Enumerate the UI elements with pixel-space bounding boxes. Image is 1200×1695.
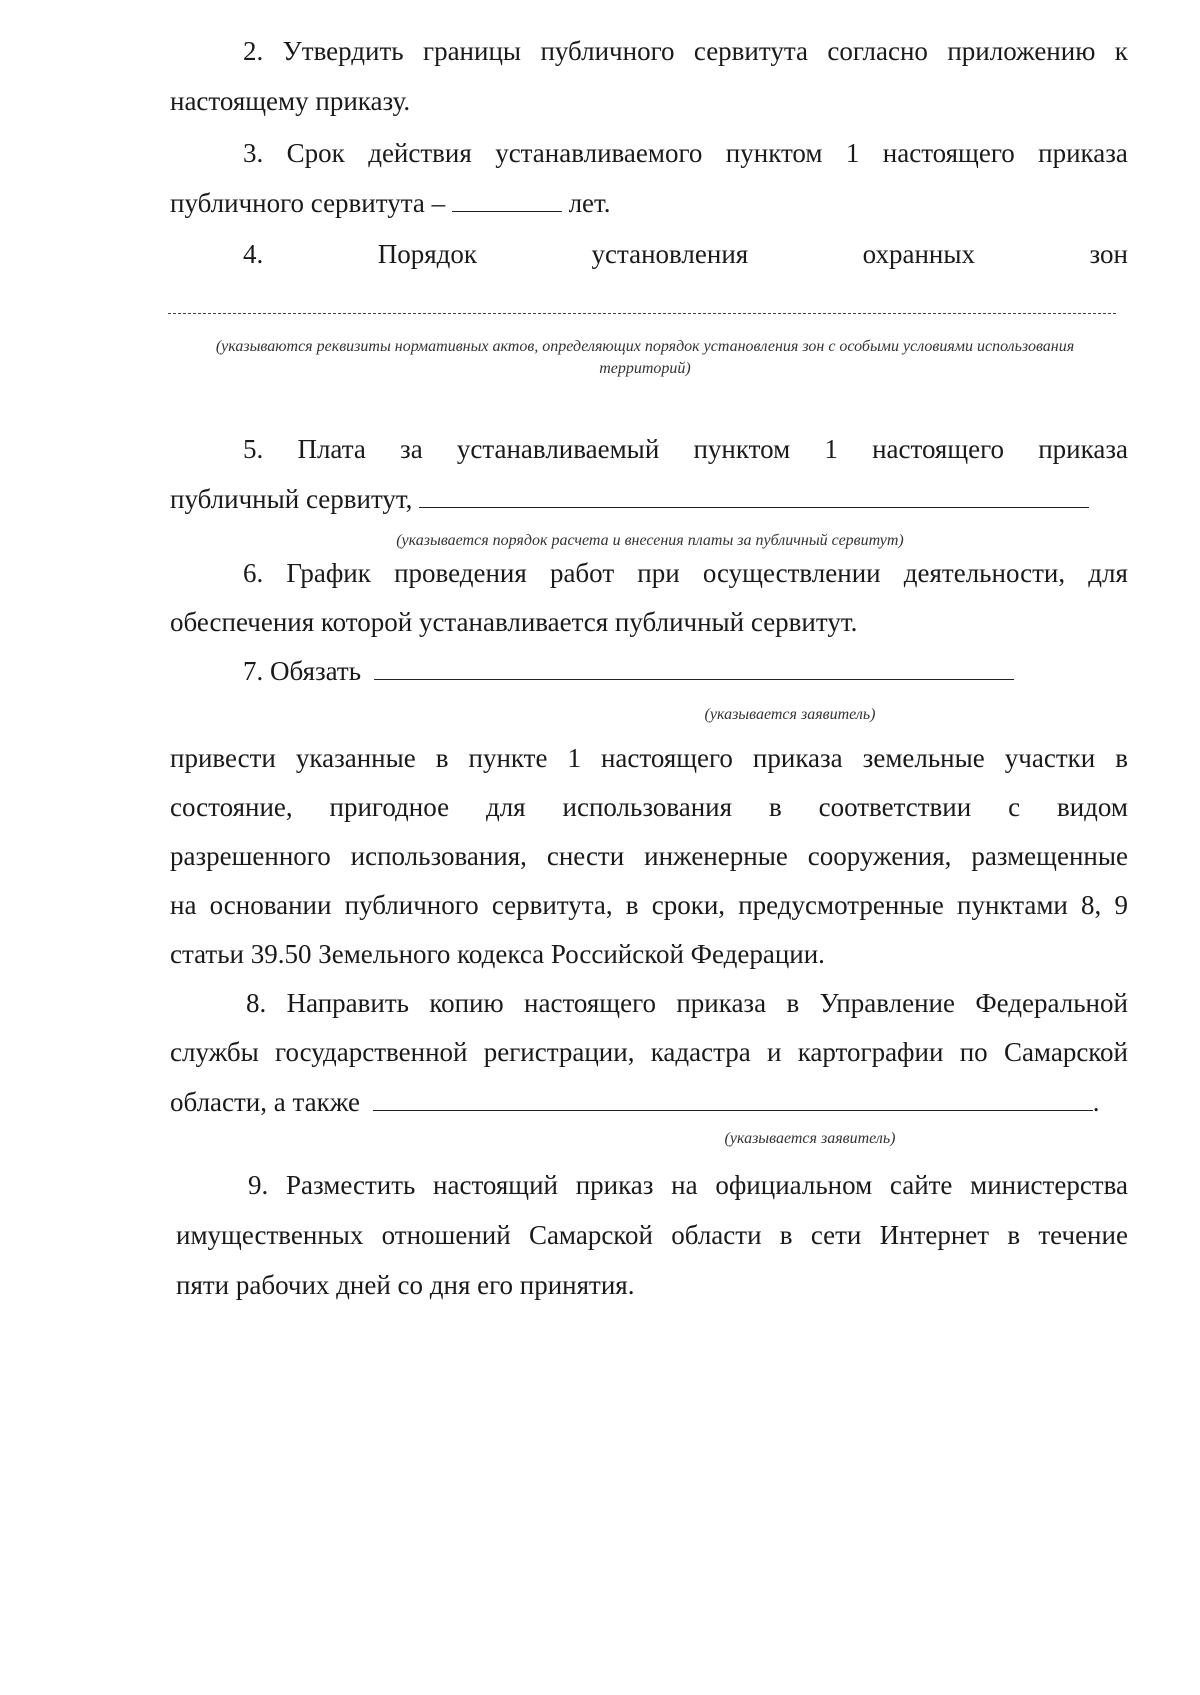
word: 1 — [567, 743, 581, 773]
word: сроки, — [651, 890, 726, 920]
word: соответствии — [818, 792, 972, 822]
word: охранных — [862, 239, 976, 269]
p9-line2 — [176, 1218, 1128, 1252]
word: Направить — [286, 988, 409, 1018]
word: деятельности, — [903, 558, 1066, 588]
word: Порядок — [377, 239, 477, 269]
obligee-blank — [374, 657, 1014, 680]
word: в — [779, 1220, 793, 1250]
word: настоящего — [600, 743, 733, 773]
word: приказа — [1038, 138, 1128, 168]
word: регистрации, — [483, 1037, 635, 1067]
word: в — [786, 988, 800, 1018]
word: в — [1115, 743, 1128, 773]
word: проведения — [394, 558, 527, 588]
p7-line2 — [170, 741, 1128, 775]
p4-line1 — [243, 237, 1128, 271]
p2-line1 — [243, 34, 1128, 68]
word: Срок — [286, 138, 345, 168]
word: Плата — [297, 434, 366, 464]
word: 9 — [1114, 890, 1128, 920]
p3-line2-end: лет. — [568, 188, 611, 218]
word: устанавливаемый — [456, 434, 660, 464]
p5-line2 — [170, 482, 1089, 516]
word: Самарской — [1003, 1037, 1128, 1067]
word: для — [485, 792, 526, 822]
word: копию — [429, 988, 504, 1018]
word: 8. — [246, 988, 267, 1018]
p8-line2 — [170, 1035, 1128, 1069]
word: пунктом — [693, 434, 791, 464]
word: в — [768, 792, 782, 822]
word: работ — [549, 558, 615, 588]
p7-line1 — [243, 654, 1014, 688]
word: земельные — [862, 743, 985, 773]
p2-line2: настоящему приказу. — [170, 86, 411, 116]
word: действия — [368, 138, 472, 168]
word: приказа — [752, 743, 843, 773]
p5-note: (указывается порядок расчета и внесения платы за публичный сервитут) — [396, 532, 904, 549]
word: официальном — [715, 1170, 873, 1200]
word: основании — [209, 890, 332, 920]
word: сервитута, — [491, 890, 613, 920]
p6-line2: обеспечения которой устанавливается публичный сервитут. — [170, 607, 858, 637]
word: приказа — [1038, 434, 1128, 464]
word: Управление — [819, 988, 955, 1018]
word: Самарской — [528, 1220, 653, 1250]
word: установления — [591, 239, 749, 269]
word: области — [671, 1220, 762, 1250]
p4-fill-line — [168, 313, 1116, 314]
fee-blank — [419, 485, 1089, 508]
word: настоящего — [882, 138, 1015, 168]
word: Разместить — [285, 1170, 416, 1200]
p5-line2-text: публичный сервитут, — [170, 484, 413, 514]
p7-line4 — [170, 839, 1128, 873]
p4-note: (указываются реквизиты нормативных актов, определяющих порядок установления зон с особыми условиями использования территорий) — [215, 338, 1075, 377]
word: настоящего — [524, 988, 656, 1018]
word: отношений — [381, 1220, 511, 1250]
word: 9. — [248, 1170, 269, 1200]
word: границы — [423, 36, 522, 66]
word: государственной — [275, 1037, 468, 1067]
word: сервитута — [693, 36, 808, 66]
p3-line2 — [170, 186, 611, 220]
word: для — [1088, 558, 1128, 588]
word: при — [637, 558, 680, 588]
word: пунктом — [725, 138, 823, 168]
term-years-blank — [452, 189, 562, 212]
p6-line1 — [243, 556, 1128, 590]
word: инженерные — [644, 841, 788, 871]
word: снести — [546, 841, 625, 871]
word: имущественных — [176, 1220, 364, 1250]
word: публичного — [540, 36, 675, 66]
word: настоящего — [872, 434, 1005, 464]
word: настоящий — [433, 1170, 558, 1200]
word: течение — [1038, 1220, 1128, 1250]
word: 4. — [243, 239, 264, 269]
word: устанавливаемого — [495, 138, 703, 168]
word: использования — [562, 792, 733, 822]
word: Утвердить — [282, 36, 404, 66]
word: на — [671, 1170, 698, 1200]
p8-line3-text: области, а также — [170, 1087, 361, 1117]
word: по — [959, 1037, 988, 1067]
word: пунктами — [957, 890, 1068, 920]
word: зон — [1089, 239, 1128, 269]
word: размещенные — [971, 841, 1128, 871]
word: службы — [170, 1037, 259, 1067]
word: согласно — [827, 36, 928, 66]
word: участки — [1004, 743, 1096, 773]
word: 2. — [243, 36, 264, 66]
word: приказа — [676, 988, 767, 1018]
word: к — [1114, 36, 1128, 66]
word: в — [1007, 1220, 1021, 1250]
word: График — [286, 558, 371, 588]
p7-line5 — [170, 888, 1128, 922]
word: сайте — [889, 1170, 953, 1200]
word: в — [625, 890, 639, 920]
word: привести — [170, 743, 276, 773]
word: в — [435, 743, 449, 773]
word: видом — [1056, 792, 1128, 822]
p7-note: (указывается заявитель) — [704, 706, 876, 723]
p8-line3 — [170, 1085, 1100, 1119]
word: 8, — [1081, 890, 1102, 920]
word: 1 — [824, 434, 838, 464]
word: кадастра — [650, 1037, 751, 1067]
p7-line6: статьи 39.50 Земельного кодекса Российской Федерации. — [170, 939, 825, 969]
word: 6. — [243, 558, 264, 588]
word: 3. — [243, 138, 264, 168]
word: предусмотренные — [738, 890, 944, 920]
word: картографии — [797, 1037, 944, 1067]
word: публичного — [344, 890, 479, 920]
word: указанные — [295, 743, 416, 773]
word: разрешенного — [170, 841, 331, 871]
word: осуществлении — [702, 558, 881, 588]
word: пункте — [468, 743, 548, 773]
word: министерства — [970, 1170, 1128, 1200]
p7-line3 — [170, 790, 1128, 824]
word: на — [170, 890, 197, 920]
p3-line2-text: публичного сервитута – — [170, 188, 446, 218]
p5-line1 — [243, 432, 1128, 466]
word: пригодное — [329, 792, 450, 822]
word: использования, — [350, 841, 527, 871]
word: сооружения, — [807, 841, 952, 871]
word: с — [1008, 792, 1021, 822]
recipient-blank — [373, 1088, 1093, 1111]
word: и — [767, 1037, 782, 1067]
word: приложению — [947, 36, 1096, 66]
word: сети — [810, 1220, 862, 1250]
word: 1 — [845, 138, 860, 168]
word: за — [400, 434, 423, 464]
p3-line1 — [243, 136, 1128, 170]
word: приказ — [575, 1170, 654, 1200]
word: 5. — [243, 434, 264, 464]
p8-note: (указывается заявитель) — [724, 1130, 896, 1147]
p9-line3: пяти рабочих дней со дня его принятия. — [176, 1270, 635, 1300]
p8-line3-period: . — [1092, 1087, 1100, 1117]
p8-line1 — [246, 986, 1128, 1020]
word: Интернет — [879, 1220, 990, 1250]
p9-line1 — [248, 1168, 1128, 1202]
word: состояние, — [170, 792, 293, 822]
word: Федеральной — [975, 988, 1128, 1018]
p7-line1-text: 7. Обязать — [243, 656, 362, 686]
